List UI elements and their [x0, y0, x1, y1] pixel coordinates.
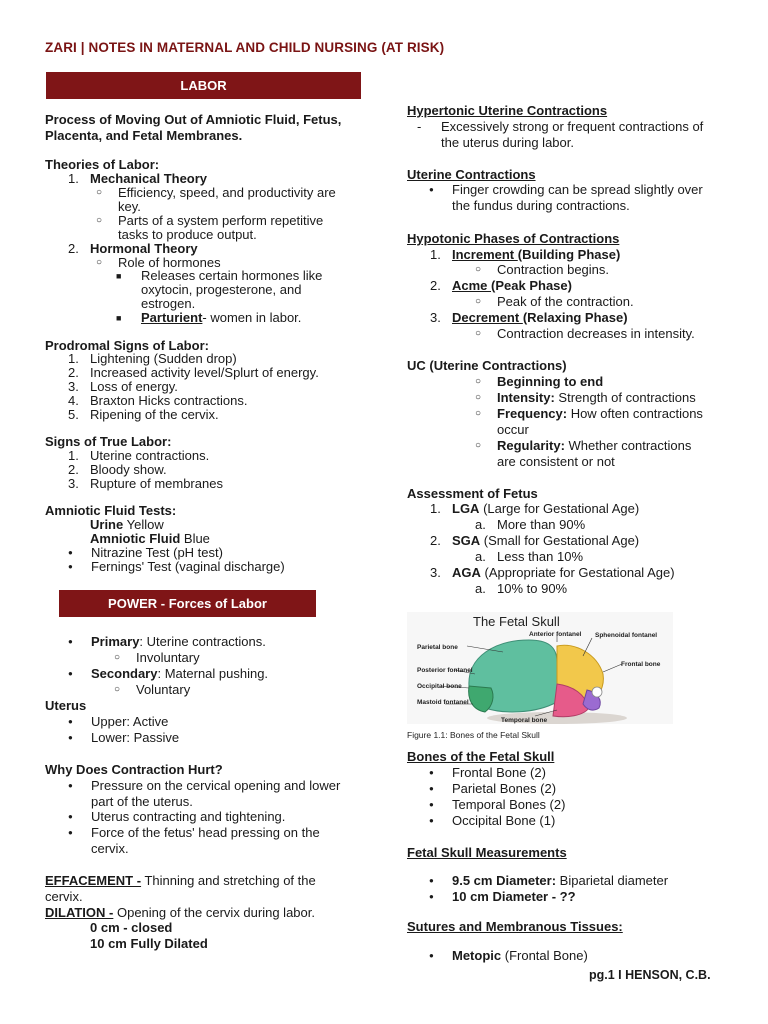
- prodromal-number: 4.: [68, 393, 79, 408]
- true-sign-number: 3.: [68, 476, 79, 491]
- fetal-skull-illustration: [407, 612, 673, 724]
- fetus-1-number: 1.: [430, 501, 441, 516]
- regularity-desc: Whether contractions: [564, 438, 692, 453]
- fetus-sga: [452, 533, 639, 549]
- why-heading: Why Does Contraction Hurt?: [45, 762, 223, 777]
- label-anterior-fontanel: Anterior fontanel: [529, 631, 582, 638]
- phase-1: [452, 247, 620, 263]
- measurement-1-desc: Biparietal diameter: [556, 873, 669, 888]
- effacement-line: [45, 873, 316, 889]
- bone-temporal: ● Temporal Bones (2): [452, 797, 565, 813]
- fetus-3-sub: 10% to 90%: [497, 581, 568, 596]
- metopic-term: Metopic: [452, 948, 502, 963]
- uterine-contractions-heading: Uterine Contractions: [407, 167, 536, 182]
- aga-desc: (Appropriate for Gestational Age): [480, 565, 675, 580]
- uterus-upper: ● Upper: Active: [91, 714, 168, 730]
- fetus-3-number: 3.: [430, 565, 441, 580]
- label-frontal-bone: Frontal bone: [621, 661, 661, 668]
- hypertonic-dash: -: [417, 119, 422, 134]
- true-sign-item: Rupture of membranes: [90, 476, 223, 491]
- dilation-term: DILATION -: [45, 905, 114, 920]
- fetus-heading: Assessment of Fetus: [407, 486, 538, 501]
- intensity-desc: Strength of contractions: [554, 390, 696, 405]
- fetus-aga: [452, 565, 675, 581]
- true-sign-number: 1.: [68, 448, 79, 463]
- theories-heading: Theories of Labor:: [45, 157, 160, 172]
- hypertonic-desc-cont: the uterus during labor.: [441, 135, 574, 150]
- phase-1-number: 1.: [430, 247, 441, 262]
- process-line-2: Placenta, and Fetal Membranes.: [45, 128, 243, 143]
- phase-3-sub: ○ Contraction decreases in intensity.: [497, 326, 695, 342]
- fetus-2-sub: Less than 10%: [497, 549, 584, 564]
- theory-1-bullet-1: ○ Efficiency, speed, and productivity are: [118, 185, 336, 201]
- fetus-2-sub-letter: a.: [475, 549, 486, 564]
- theory-1-bullet-2: ○ Parts of a system perform repetitive: [118, 213, 323, 229]
- decrement-term: Decrement: [452, 310, 523, 325]
- theory-1-bullet-2-cont: tasks to produce output.: [118, 227, 257, 242]
- parturient-term: Parturient: [141, 310, 203, 325]
- uterus-heading: Uterus: [45, 698, 87, 713]
- fetus-lga: [452, 501, 639, 517]
- prodromal-item: Lightening (Sudden drop): [90, 351, 237, 366]
- phase-3-number: 3.: [430, 310, 441, 325]
- process-line-1: Process of Moving Out of Amniotic Fluid, Fetus,: [45, 112, 342, 127]
- why-item-1-cont: part of the uterus.: [91, 794, 193, 809]
- effacement-term: EFFACEMENT -: [45, 873, 142, 888]
- secondary-force: [91, 666, 268, 682]
- fetal-skull-figure: [407, 612, 673, 724]
- lga-term: LGA: [452, 501, 480, 516]
- hormone-sub-1-cont-2: estrogen.: [141, 296, 196, 311]
- fernings-test: ● Fernings' Test (vaginal discharge): [91, 559, 285, 575]
- fetus-3-sub-letter: a.: [475, 581, 486, 596]
- theory-1-title: Mechanical Theory: [90, 171, 208, 186]
- primary-term: Primary: [91, 634, 140, 649]
- label-occipital-bone: Occipital bone: [417, 683, 462, 690]
- increment-desc: (Building Phase): [517, 247, 621, 262]
- uc-item-4-cont: are consistent or not: [497, 454, 615, 469]
- effacement-cont: cervix.: [45, 889, 83, 904]
- primary-desc: : Uterine contractions.: [139, 634, 266, 649]
- secondary-desc: : Maternal pushing.: [157, 666, 269, 681]
- sutures-heading: Sutures and Membranous Tissues:: [407, 919, 623, 934]
- uc-item-2: [497, 390, 696, 406]
- why-item-1: ● Pressure on the cervical opening and lower: [91, 778, 340, 794]
- figure-caption: Figure 1.1: Bones of the Fetal Skull: [407, 730, 540, 740]
- document-title: ZARI | NOTES IN MATERNAL AND CHILD NURSING (AT RISK): [45, 40, 445, 55]
- finger-crowding: ● Finger crowding can be spread slightly over: [452, 182, 703, 198]
- phase-3: [452, 310, 628, 326]
- secondary-term: Secondary: [91, 666, 158, 681]
- hypertonic-heading: Hypertonic Uterine Contractions: [407, 103, 608, 118]
- true-labor-heading: Signs of True Labor:: [45, 434, 172, 449]
- prodromal-number: 3.: [68, 379, 79, 394]
- uc-item-3-cont: occur: [497, 422, 529, 437]
- label-posterior-fontanel: Posterior fontanel: [417, 667, 473, 674]
- frequency-desc: How often contractions: [567, 406, 703, 421]
- suture-metopic: [452, 948, 588, 964]
- effacement-def: Thinning and stretching of the: [141, 873, 316, 888]
- hypertonic-desc: Excessively strong or frequent contractions of: [441, 119, 704, 134]
- hormone-sub-1-cont: oxytocin, progesterone, and: [141, 282, 302, 297]
- uc-heading: UC (Uterine Contractions): [407, 358, 567, 373]
- label-sphenoidal-fontanel: Sphenoidal fontanel: [595, 632, 658, 639]
- acme-desc: (Peak Phase): [491, 278, 572, 293]
- dilation-def: Opening of the cervix during labor.: [113, 905, 315, 920]
- prodromal-item: Ripening of the cervix.: [90, 407, 219, 422]
- amniotic-fluid-value: Blue: [180, 531, 210, 546]
- prodromal-number: 2.: [68, 365, 79, 380]
- urine-term: Urine: [90, 517, 124, 532]
- hypotonic-heading: Hypotonic Phases of Contractions: [407, 231, 620, 246]
- dilation-0cm: 0 cm - closed: [90, 920, 173, 935]
- parturient-def: - women in labor.: [202, 310, 302, 325]
- hormone-sub-2: [141, 310, 301, 326]
- intensity-term: Intensity:: [497, 390, 555, 405]
- uterus-lower: ● Lower: Passive: [91, 730, 179, 746]
- bone-parietal: ● Parietal Bones (2): [452, 781, 556, 797]
- measurement-2: ● 10 cm Diameter - ??: [452, 889, 576, 905]
- dilation-10cm: 10 cm Fully Dilated: [90, 936, 208, 951]
- phase-2: [452, 278, 572, 294]
- aga-term: AGA: [452, 565, 481, 580]
- finger-crowding-cont: the fundus during contractions.: [452, 198, 630, 213]
- label-mastoid-fontanel: Mastoid fontanel: [417, 699, 469, 706]
- theory-1-number: 1.: [68, 171, 79, 186]
- label-temporal-bone: Temporal bone: [501, 717, 548, 724]
- true-sign-item: Uterine contractions.: [90, 448, 210, 463]
- bones-heading: Bones of the Fetal Skull: [407, 749, 555, 764]
- amniotic-heading: Amniotic Fluid Tests:: [45, 503, 177, 518]
- uc-item-3: [497, 406, 703, 422]
- why-item-2: ● Uterus contracting and tightening.: [91, 809, 285, 825]
- frequency-term: Frequency:: [497, 406, 568, 421]
- urine-value: Yellow: [123, 517, 164, 532]
- prodromal-item: Loss of energy.: [90, 379, 178, 394]
- prodromal-heading: Prodromal Signs of Labor:: [45, 338, 209, 353]
- power-banner: POWER - Forces of Labor: [59, 590, 316, 617]
- why-item-3-cont: cervix.: [91, 841, 129, 856]
- measurement-1-term: 9.5 cm Diameter:: [452, 873, 557, 888]
- secondary-sub: ○ Voluntary: [136, 682, 190, 698]
- fetus-2-number: 2.: [430, 533, 441, 548]
- nitrazine-test: ● Nitrazine Test (pH test): [91, 545, 223, 561]
- hormone-sub-1: ■ Releases certain hormones like: [141, 268, 322, 284]
- acme-term: Acme: [452, 278, 492, 293]
- primary-sub: ○ Involuntary: [136, 650, 200, 666]
- measurement-1: [452, 873, 668, 889]
- skull-title: The Fetal Skull: [473, 614, 560, 629]
- amniotic-fluid-term: Amniotic Fluid: [90, 531, 181, 546]
- theory-1-bullet-1-cont: key.: [118, 199, 141, 214]
- prodromal-number: 5.: [68, 407, 79, 422]
- sga-term: SGA: [452, 533, 481, 548]
- label-parietal-bone: Parietal bone: [417, 644, 458, 651]
- theory-2-title: Hormonal Theory: [90, 241, 198, 256]
- theory-2-bullet-1: ○ Role of hormones: [118, 255, 221, 271]
- regularity-term: Regularity:: [497, 438, 565, 453]
- theory-2-number: 2.: [68, 241, 79, 256]
- metopic-desc: (Frontal Bone): [501, 948, 588, 963]
- dilation-line: [45, 905, 315, 921]
- why-item-3: ● Force of the fetus' head pressing on the: [91, 825, 320, 841]
- lga-desc: (Large for Gestational Age): [479, 501, 640, 516]
- true-sign-number: 2.: [68, 462, 79, 477]
- uc-item-4: [497, 438, 691, 454]
- increment-term: Increment: [452, 247, 518, 262]
- sga-desc: (Small for Gestational Age): [480, 533, 640, 548]
- true-sign-item: Bloody show.: [90, 462, 167, 477]
- phase-2-sub: ○ Peak of the contraction.: [497, 294, 634, 310]
- fetus-1-sub: More than 90%: [497, 517, 586, 532]
- prodromal-item: Braxton Hicks contractions.: [90, 393, 248, 408]
- prodromal-item: Increased activity level/Splurt of energy.: [90, 365, 319, 380]
- prodromal-number: 1.: [68, 351, 79, 366]
- labor-banner: LABOR: [46, 72, 361, 99]
- fetus-1-sub-letter: a.: [475, 517, 486, 532]
- uc-item-1: ○ Beginning to end: [497, 374, 603, 390]
- phase-1-sub: ○ Contraction begins.: [497, 262, 609, 278]
- primary-force: [91, 634, 266, 650]
- page-footer: pg.1 I HENSON, C.B.: [589, 968, 711, 982]
- bone-occipital: ● Occipital Bone (1): [452, 813, 555, 829]
- measurements-heading: Fetal Skull Measurements: [407, 845, 567, 860]
- bone-frontal: ● Frontal Bone (2): [452, 765, 546, 781]
- phase-2-number: 2.: [430, 278, 441, 293]
- decrement-desc: (Relaxing Phase): [522, 310, 628, 325]
